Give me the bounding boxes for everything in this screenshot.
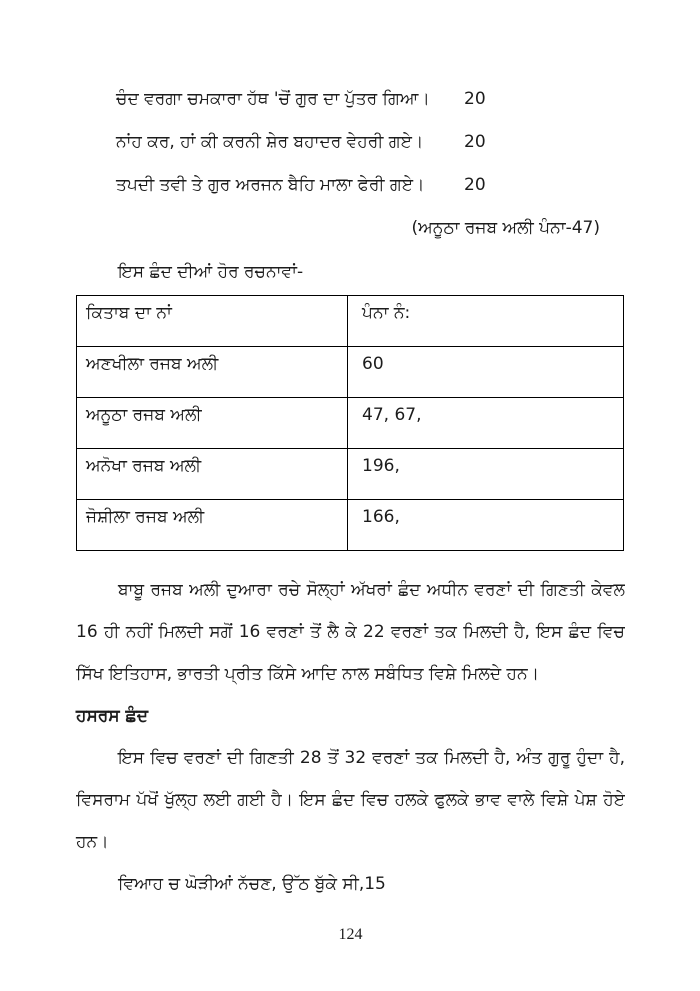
page-number: 124: [338, 926, 363, 943]
table-cell-pages: 166,: [348, 500, 624, 551]
verse-text: ਨਾਂਹ ਕਰ, ਹਾਂ ਕੀ ਕਰਨੀ ਸ਼ੇਰ ਬਹਾਦਰ ਵੇਹਰੀ ਗਏ।: [116, 132, 424, 152]
source-attribution: (ਅਨੂਠਾ ਰਜਬ ਅਲੀ ਪੰਨਾ-47): [411, 218, 600, 238]
verse-line: [76, 164, 625, 207]
table-header-row: [77, 296, 624, 347]
paragraph-line: ਹਨ।: [76, 832, 109, 852]
table-cell-book: ਅਣਖੀਲਾ ਰਜਬ ਅਲੀ: [77, 347, 348, 398]
verse-line: [76, 121, 625, 164]
paragraph-line: ਬਾਬੂ ਰਜਬ ਅਲੀ ਦੁਆਰਾ ਰਚੇ ਸੋਲ੍ਹਾਂ ਅੱਖਰਾਂ ਛੰਦ ਅਧੀਨ ਵਰਣਾਂ ਦੀ ਗਿਣਤੀ ਕੇਵਲ: [118, 580, 625, 600]
verse-text: ਤਪਦੀ ਤਵੀ ਤੇ ਗੁਰ ਅਰਜਨ ਬੈਹਿ ਮਾਲਾ ਫੇਰੀ ਗਏ।: [116, 175, 425, 195]
table-cell-book: ਜੋਸ਼ੀਲਾ ਰਜਬ ਅਲੀ: [77, 500, 348, 551]
works-table: [76, 295, 624, 551]
table-cell-pages: 60: [348, 347, 624, 398]
table-intro-text: ਇਸ ਛੰਦ ਦੀਆਂ ਹੋਰ ਰਚਨਾਵਾਂ-: [118, 262, 304, 282]
table-cell-pages: 47, 67,: [348, 398, 624, 449]
verse-count: 20: [464, 89, 486, 109]
paragraph-1: [76, 569, 625, 695]
verse-block: [76, 78, 625, 207]
verse-line: [76, 78, 625, 121]
paragraph-line: ਵਿਸਰਾਮ ਪੱਖੋਂ ਖੁੱਲ੍ਹ ਲਈ ਗਈ ਹੈ। ਇਸ ਛੰਦ ਵਿਚ ਹਲਕੇ ਫੁਲਕੇ ਭਾਵ ਵਾਲੇ ਵਿਸ਼ੇ ਪੇਸ਼ ਹੋਏ: [76, 790, 625, 810]
verse-text: ਚੰਦ ਵਰਗਾ ਚਮਕਾਰਾ ਹੱਥ 'ਚੋਂ ਗੁਰ ਦਾ ਪੁੱਤਰ ਗਿਆ।: [116, 89, 430, 109]
table-cell-book: ਅਨੂਠਾ ਰਜਬ ਅਲੀ: [77, 398, 348, 449]
table-cell-book: ਅਨੋਖਾ ਰਜਬ ਅਲੀ: [77, 449, 348, 500]
paragraph-line: 16 ਹੀ ਨਹੀਂ ਮਿਲਦੀ ਸਗੋਂ 16 ਵਰਣਾਂ ਤੋਂ ਲੈ ਕੇ 22 ਵਰਣਾਂ ਤਕ ਮਿਲਦੀ ਹੈ, ਇਸ ਛੰਦ ਵਿਚ: [76, 622, 625, 642]
table-cell-pages: 196,: [348, 449, 624, 500]
table-row: [77, 500, 624, 551]
closing-verse-line: ਵਿਆਹ ਚ ਘੋੜੀਆਂ ਨੱਚਣ, ਉੱਠ ਬੁੱਕੇ ਸੀ,15: [118, 874, 386, 894]
table-header-book-name: ਕਿਤਾਬ ਦਾ ਨਾਂ: [77, 296, 348, 347]
paragraph-line: ਇਸ ਵਿਚ ਵਰਣਾਂ ਦੀ ਗਿਣਤੀ 28 ਤੋਂ 32 ਵਰਣਾਂ ਤਕ ਮਿਲਦੀ ਹੈ, ਅੰਤ ਗੁਰੂ ਹੁੰਦਾ ਹੈ,: [118, 748, 625, 768]
paragraph-line: ਸਿੱਖ ਇਤਿਹਾਸ, ਭਾਰਤੀ ਪ੍ਰੀਤ ਕਿੱਸੇ ਆਦਿ ਨਾਲ ਸਬੰਧਿਤ ਵਿਸ਼ੇ ਮਿਲਦੇ ਹਨ।: [76, 664, 540, 684]
table-row: [77, 398, 624, 449]
table-row: [77, 449, 624, 500]
section-heading: ਹਸਰਸ ਛੰਦ: [76, 706, 148, 726]
paragraph-2: [76, 737, 625, 863]
verse-count: 20: [464, 132, 486, 152]
table-header-page-no: ਪੰਨਾ ਨੰ:: [348, 296, 624, 347]
table-row: [77, 347, 624, 398]
verse-count: 20: [464, 175, 486, 195]
